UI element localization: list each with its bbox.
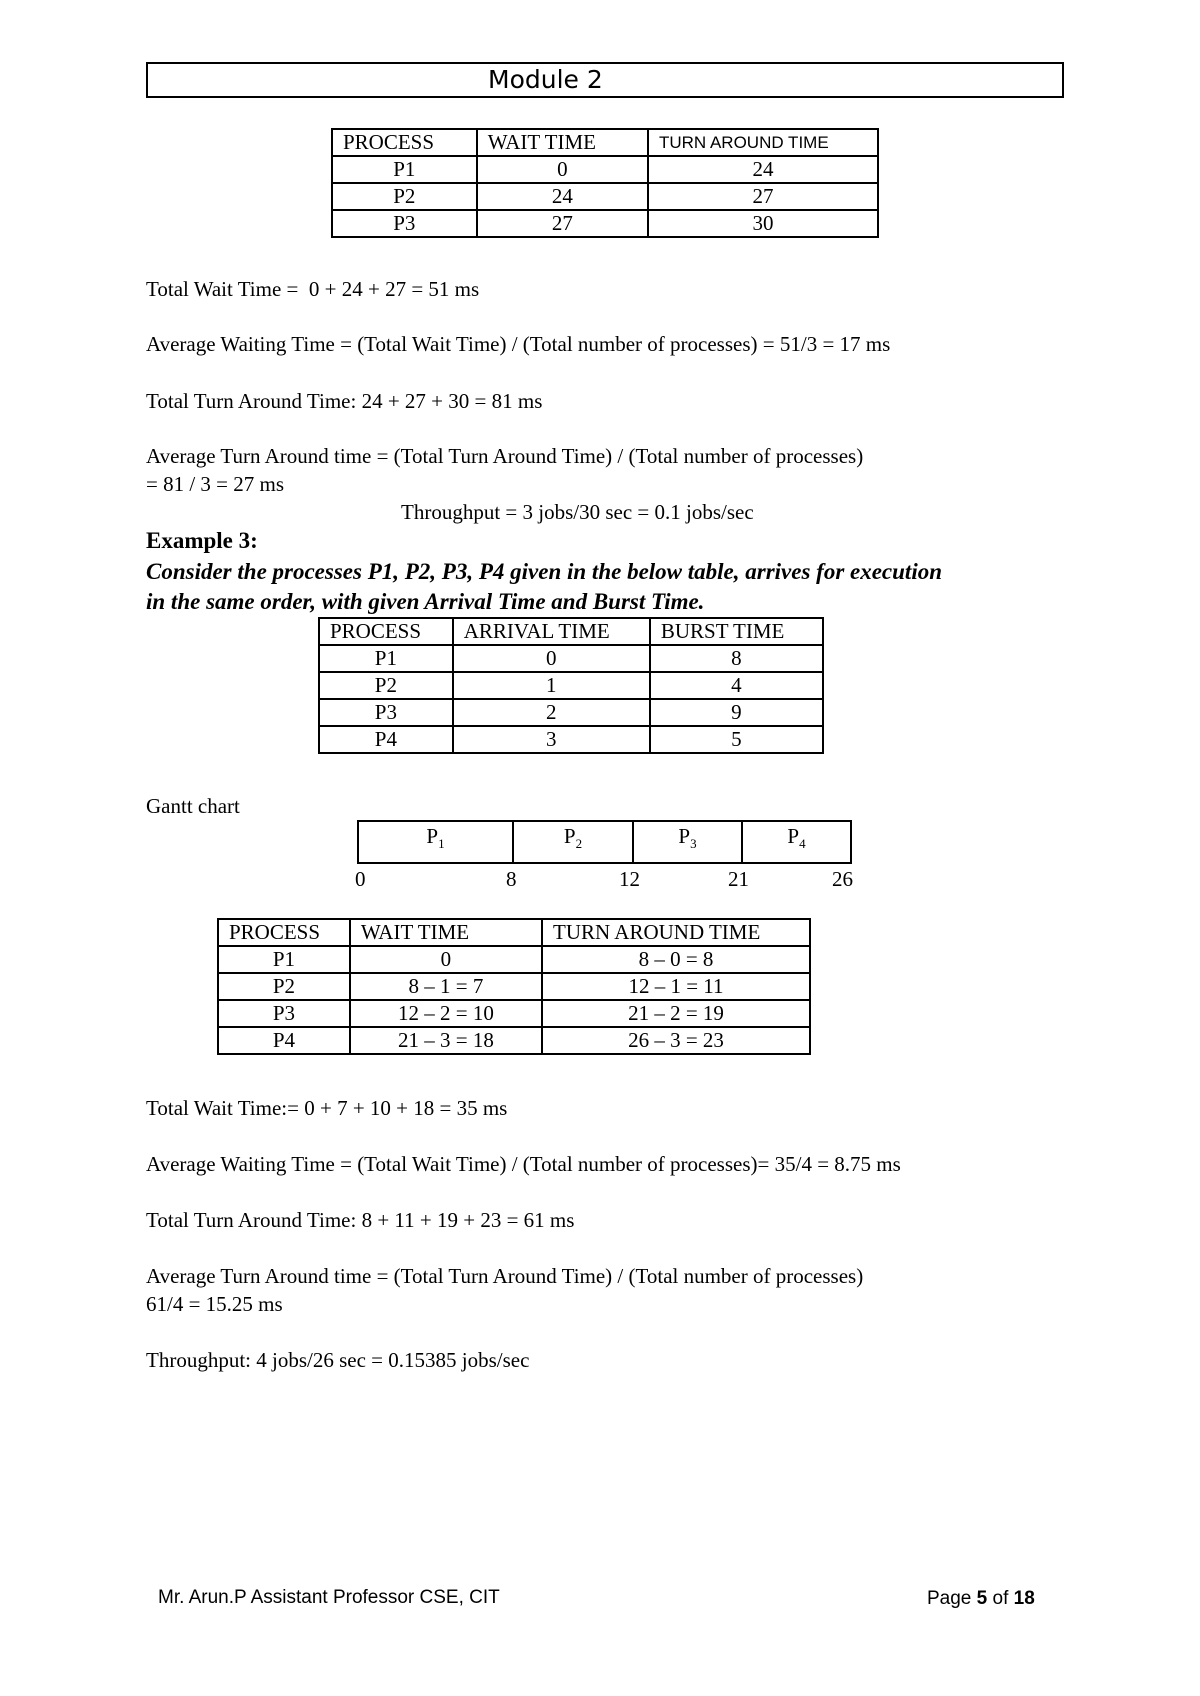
avg-wait-time-1: Average Waiting Time = (Total Wait Time) / (Total number of processes) = 51/3 = 17 ms (146, 332, 891, 356)
gantt-tick: 26 (832, 867, 853, 891)
table-row (218, 1000, 810, 1027)
table-header-cell: PROCESS (332, 129, 477, 156)
table-row (332, 183, 878, 210)
table-header-row (319, 618, 823, 645)
avg-tat-2-line2: 61/4 = 15.25 ms (146, 1292, 283, 1316)
table-cell: 0 (453, 645, 650, 672)
table-cell: 9 (650, 699, 823, 726)
results-table-1 (331, 128, 879, 238)
results-table-2 (217, 918, 811, 1055)
table-cell: P3 (332, 210, 477, 237)
avg-wait-time-2: Average Waiting Time = (Total Wait Time) / (Total number of processes)= 35/4 = 8.75 ms (146, 1152, 901, 1176)
total-tat-2: Total Turn Around Time: 8 + 11 + 19 + 23 = 61 ms (146, 1208, 575, 1232)
table-cell: P3 (218, 1000, 350, 1027)
table-header-cell: ARRIVAL TIME (453, 618, 650, 645)
total-tat-1: Total Turn Around Time: 24 + 27 + 30 = 81 ms (146, 389, 543, 413)
table-row (218, 973, 810, 1000)
table-cell: P2 (319, 672, 453, 699)
table-row (332, 156, 878, 183)
table-header-cell: WAIT TIME (350, 919, 542, 946)
table-cell: 0 (477, 156, 648, 183)
avg-tat-2-line1: Average Turn Around time = (Total Turn Around Time) / (Total number of processes) (146, 1264, 864, 1288)
table-header-row (332, 129, 878, 156)
table-cell: 30 (648, 210, 878, 237)
throughput-1: Throughput = 3 jobs/30 sec = 0.1 jobs/sec (401, 500, 754, 524)
table-cell: P4 (319, 726, 453, 753)
gantt-tick: 8 (506, 867, 517, 891)
table-cell: 3 (453, 726, 650, 753)
table-cell: P2 (332, 183, 477, 210)
table-cell: 27 (477, 210, 648, 237)
avg-tat-1-line1: Average Turn Around time = (Total Turn Around Time) / (Total number of processes) (146, 444, 864, 468)
table-header-cell: TURN AROUND TIME (542, 919, 810, 946)
table-cell: 26 – 3 = 23 (542, 1027, 810, 1054)
example-title: Example 3: (146, 528, 258, 553)
table-cell: P1 (319, 645, 453, 672)
table-cell: 8 – 1 = 7 (350, 973, 542, 1000)
gantt-tick: 21 (728, 867, 749, 891)
table-row (319, 672, 823, 699)
table-header-cell: BURST TIME (650, 618, 823, 645)
table-cell: 21 – 2 = 19 (542, 1000, 810, 1027)
table-cell: 21 – 3 = 18 (350, 1027, 542, 1054)
table-cell: 24 (648, 156, 878, 183)
table-header-cell: WAIT TIME (477, 129, 648, 156)
footer-author: Mr. Arun.P Assistant Professor CSE, CIT (158, 1587, 500, 1608)
table-header-cell: PROCESS (218, 919, 350, 946)
table-cell: P3 (319, 699, 453, 726)
table-cell: 5 (650, 726, 823, 753)
table-cell: P2 (218, 973, 350, 1000)
module-header (146, 62, 1064, 98)
gantt-cell-p4: $P_4$ (787, 824, 806, 852)
table-cell: 2 (453, 699, 650, 726)
table-cell: P1 (332, 156, 477, 183)
table-header-row (218, 919, 810, 946)
table-cell: 24 (477, 183, 648, 210)
table-cell: 8 (650, 645, 823, 672)
example-desc-line1: Consider the processes P1, P2, P3, P4 given in the below table, arrives for execution (146, 559, 943, 584)
table-cell: 4 (650, 672, 823, 699)
process-input-table (318, 617, 824, 754)
table-cell: 8 – 0 = 8 (542, 946, 810, 973)
gantt-cell-p2: $P_2$ (514, 822, 634, 862)
gantt-tick: 12 (619, 867, 640, 891)
table-row (319, 726, 823, 753)
gantt-label: Gantt chart (146, 794, 240, 818)
table-cell: P1 (218, 946, 350, 973)
table-cell: 0 (350, 946, 542, 973)
table-cell: 12 – 1 = 11 (542, 973, 810, 1000)
avg-tat-1-line2: = 81 / 3 = 27 ms (146, 472, 285, 496)
table-row (319, 699, 823, 726)
module-title: Module 2 (488, 65, 603, 94)
table-row (319, 645, 823, 672)
table-row (332, 210, 878, 237)
total-wait-time-2: Total Wait Time:= 0 + 7 + 10 + 18 = 35 ms (146, 1096, 508, 1120)
table-cell: 27 (648, 183, 878, 210)
gantt-bar (357, 820, 852, 864)
table-header-cell: PROCESS (319, 618, 453, 645)
total-wait-time-1: Total Wait Time = 0 + 24 + 27 = 51 ms (146, 277, 480, 301)
table-header-cell: TURN AROUND TIME (648, 129, 878, 156)
footer-page-number: Page 5 of 18 (927, 1588, 1035, 1609)
gantt-cell-p3: $P_3$ (634, 822, 743, 862)
gantt-cell-p1: $P_1$ (359, 822, 514, 862)
table-cell: P4 (218, 1027, 350, 1054)
table-row (218, 1027, 810, 1054)
example-desc-line2: in the same order, with given Arrival Time and Burst Time. (146, 589, 705, 614)
throughput-2: Throughput: 4 jobs/26 sec = 0.15385 jobs/sec (146, 1348, 530, 1372)
table-row (218, 946, 810, 973)
table-cell: 12 – 2 = 10 (350, 1000, 542, 1027)
table-cell: 1 (453, 672, 650, 699)
gantt-tick: 0 (355, 867, 366, 891)
